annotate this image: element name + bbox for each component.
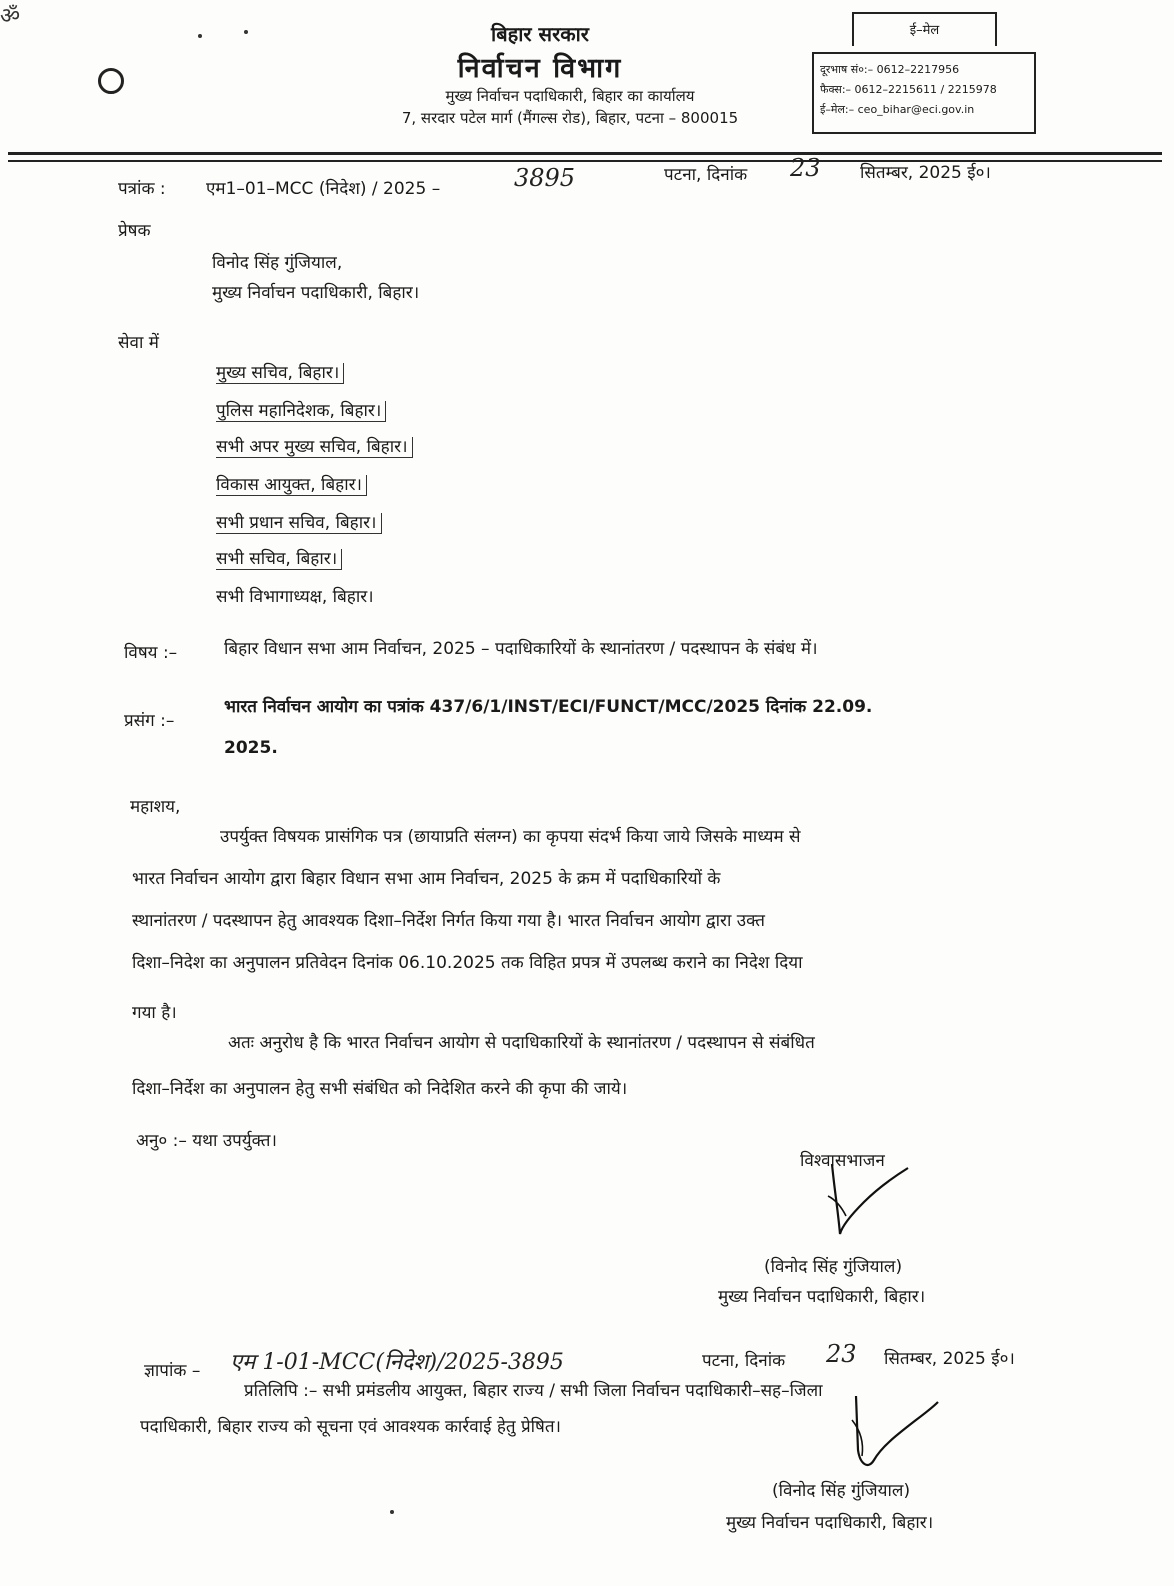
speck <box>390 1510 394 1514</box>
memo-copy-line2: पदाधिकारी, बिहार राज्य को सूचना एवं आवश्यक कार्रवाई हेतु प्रेषित। <box>140 1417 561 1437</box>
punch-hole-circle <box>98 68 124 94</box>
recipient-item: सभी विभागाध्यक्ष, बिहार। <box>216 587 374 607</box>
sender-name: विनोद सिंह गुंजियाल, <box>212 253 343 273</box>
sender-designation: मुख्य निर्वाचन पदाधिकारी, बिहार। <box>212 283 420 303</box>
sender-label: प्रेषक <box>118 221 151 241</box>
subject-text: बिहार विधान सभा आम निर्वाचन, 2025 – पदाधिकारियों के स्थानांतरण / पदस्थापन के संबंध में। <box>224 639 818 659</box>
ref-label: पत्रांक : <box>118 179 166 199</box>
reference-label: प्रसंग :– <box>124 711 175 731</box>
memo-month-year: सितम्बर, 2025 ई०। <box>884 1349 1015 1369</box>
recipient-item-text: विकास आयुक्त, बिहार। <box>216 475 367 496</box>
closing-name: (विनोद सिंह गुंजियाल) <box>764 1257 903 1277</box>
recipient-item-text: मुख्य सचिव, बिहार। <box>216 363 344 384</box>
contact-box <box>812 52 1036 134</box>
para1-line: भारत निर्वाचन आयोग द्वारा बिहार विधान सभा आम निर्वाचन, 2025 के क्रम में पदाधिकारियों के <box>132 869 721 889</box>
memo-number-handwritten: एम 1-01-MCC(निदेश)/2025-3895 <box>230 1350 564 1375</box>
recipient-item-text: सभी प्रधान सचिव, बिहार। <box>216 513 382 534</box>
memo-day-handwritten: 23 <box>826 1340 857 1368</box>
contact-fax: फैक्स:– 0612–2215611 / 2215978 <box>820 83 997 96</box>
memo-designation: मुख्य निर्वाचन पदाधिकारी, बिहार। <box>726 1513 934 1533</box>
recipient-item <box>216 434 413 457</box>
header-office: मुख्य निर्वाचन पदाधिकारी, बिहार का कार्यालय <box>445 87 695 105</box>
memo-place-date: पटना, दिनांक <box>702 1351 786 1371</box>
ref-number: एम1–01–MCC (निदेश) / 2025 – <box>206 179 441 199</box>
recipient-item-text: पुलिस महानिदेशक, बिहार। <box>216 401 386 422</box>
contact-email: ई–मेल:– ceo_bihar@eci.gov.in <box>820 103 975 116</box>
para1-line: उपर्युक्त विषयक प्रासंगिक पत्र (छायाप्रति संलग्न) का कृपया संदर्भ किया जाये जिसके माध्यम से <box>220 827 801 847</box>
reference-line1: भारत निर्वाचन आयोग का पत्रांक 437/6/1/INST/ECI/FUNCT/MCC/2025 दिनांक 22.09. <box>224 697 873 717</box>
para2-line: अतः अनुरोध है कि भारत निर्वाचन आयोग से पदाधिकारियों के स्थानांतरण / पदस्थापन से संबंधित <box>228 1033 815 1053</box>
para1-line: दिशा–निदेश का अनुपालन प्रतिवेदन दिनांक 06.10.2025 तक विहित प्रपत्र में उपलब्ध कराने का निदेश दिया <box>132 953 803 973</box>
memo-copy-line1: प्रतिलिपि :– सभी प्रमंडलीय आयुक्त, बिहार राज्य / सभी जिला निर्वाचन पदाधिकारी–सह–जिला <box>244 1381 823 1401</box>
signature-scribble <box>838 1390 948 1480</box>
header-rule <box>8 152 1162 155</box>
ref-place-date: पटना, दिनांक <box>664 165 748 185</box>
recipient-item <box>216 472 367 495</box>
enclosure: अनु० :– यथा उपर्युक्त। <box>136 1131 277 1151</box>
recipient-item <box>216 546 342 569</box>
recipient-item <box>216 360 344 383</box>
memo-label: ज्ञापांक – <box>144 1361 201 1381</box>
ref-month-year: सितम्बर, 2025 ई०। <box>860 163 991 183</box>
recipients-label: सेवा में <box>118 333 159 353</box>
memo-name: (विनोद सिंह गुंजियाल) <box>772 1481 911 1501</box>
ref-day-handwritten: 23 <box>790 154 821 182</box>
para2-line: दिशा–निर्देश का अनुपालन हेतु सभी संबंधित को निदेशित करने की कृपा की जाये। <box>132 1079 628 1099</box>
para1-line: गया है। <box>132 1003 177 1023</box>
contact-phone: दूरभाष सं०:– 0612–2217956 <box>820 63 960 76</box>
header-government: बिहार सरकार <box>491 22 589 46</box>
recipient-item <box>216 510 382 533</box>
salutation: महाशय, <box>130 797 181 817</box>
corner-mark: ॐ <box>0 4 21 29</box>
para1-line: स्थानांतरण / पदस्थापन हेतु आवश्यक दिशा–निर्देश निर्गत किया गया है। भारत निर्वाचन आयोग द्वारा उक्त <box>132 911 765 931</box>
valediction: विश्वासभाजन <box>800 1151 885 1171</box>
subject-label: विषय :– <box>124 643 178 663</box>
recipient-item-text: सभी सचिव, बिहार। <box>216 549 342 570</box>
recipient-item-text: सभी अपर मुख्य सचिव, बिहार। <box>216 437 413 458</box>
reference-line2: 2025. <box>224 738 278 758</box>
speck <box>198 34 202 38</box>
closing-designation: मुख्य निर्वाचन पदाधिकारी, बिहार। <box>718 1287 926 1307</box>
email-tab-label: ई–मेल <box>852 12 997 46</box>
header-address: 7, सरदार पटेल मार्ग (मैंगल्स रोड), बिहार, पटना – 800015 <box>401 109 739 127</box>
ref-number-handwritten: 3895 <box>514 164 576 192</box>
header-department: निर्वाचन विभाग <box>457 53 623 84</box>
recipient-item <box>216 398 386 421</box>
signature-scribble <box>812 1156 922 1246</box>
speck <box>244 30 248 34</box>
